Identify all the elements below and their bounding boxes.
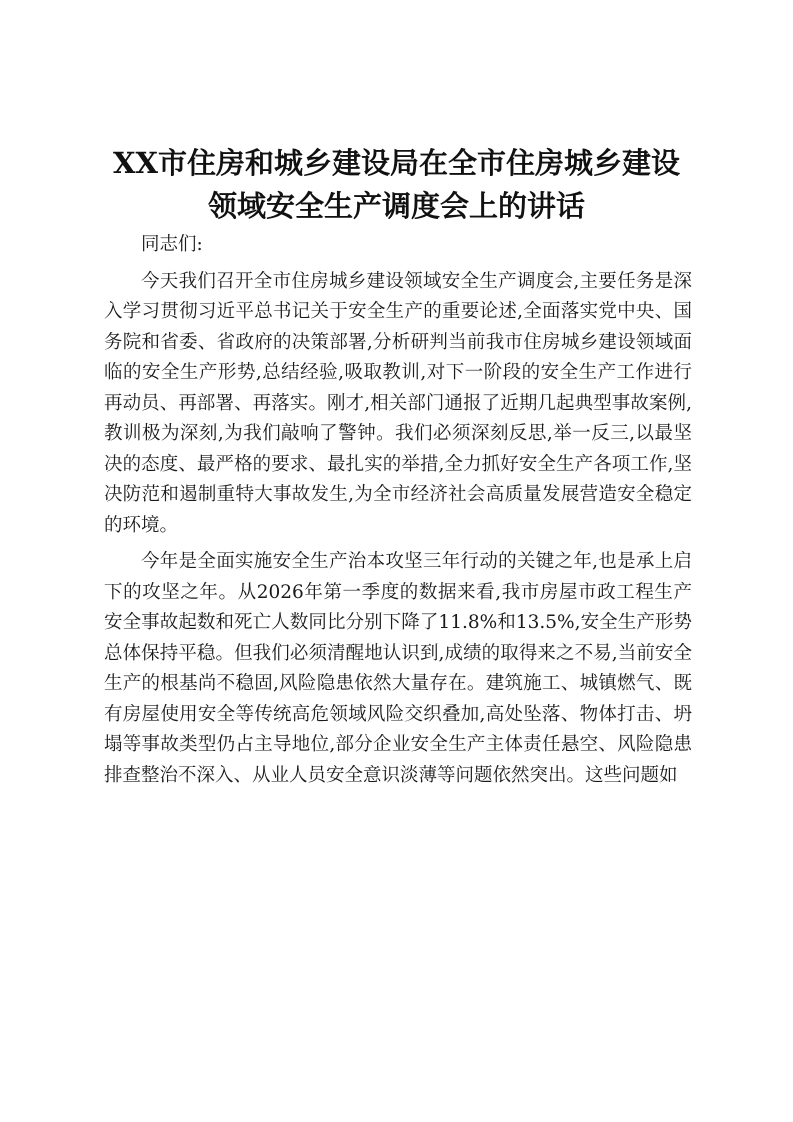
paragraph-2: 今年是全面实施安全生产治本攻坚三年行动的关键之年,也是承上启下的攻坚之年。从2026年第一季度的数据来看,我市房屋市政工程生产安全事故起数和死亡人数同比分别下降了11.8%和13.5%,安全生产形势总体保持平稳。但我们必须清醒地认识到,成绩的取得来之不易,当前安全生产的根基尚不稳固,风险隐患依然大量存在。建筑施工、城镇燃气、既有房屋使用安全等传统高危领域风险交织叠加,高处坠落、物体打击、坍塌等事故类型仍占主导地位,部分企业安全生产主体责任悬空、风险隐患排查整治不深入、从业人员安全意识淡薄等问题依然突出。这些问题如 bbox=[104, 551, 692, 786]
salutation: 同志们: bbox=[141, 234, 203, 255]
document-title bbox=[100, 142, 693, 228]
title-line-2: 领域安全生产调度会上的讲话 bbox=[207, 189, 585, 223]
document-body bbox=[104, 230, 692, 797]
paragraph-1: 今天我们召开全市住房城乡建设领域安全生产调度会,主要任务是深入学习贯彻习近平总书记关于安全生产的重要论述,全面落实党中央、国务院和省委、省政府的决策部署,分析研判当前我市住房城乡建设领域面临的安全生产形势,总结经验,吸取教训,对下一阶段的安全生产工作进行再动员、再部署、再落实。刚才,相关部门通报了近期几起典型事故案例,教训极为深刻,为我们敲响了警钟。我们必须深刻反思,举一反三,以最坚决的态度、最严格的要求、最扎实的举措,全力抓好安全生产各项工作,坚决防范和遏制重特大事故发生,为全市经济社会高质量发展营造安全稳定的环境。 bbox=[104, 270, 692, 536]
title-line-1: XX市住房和城乡建设局在全市住房城乡建设 bbox=[112, 146, 680, 180]
